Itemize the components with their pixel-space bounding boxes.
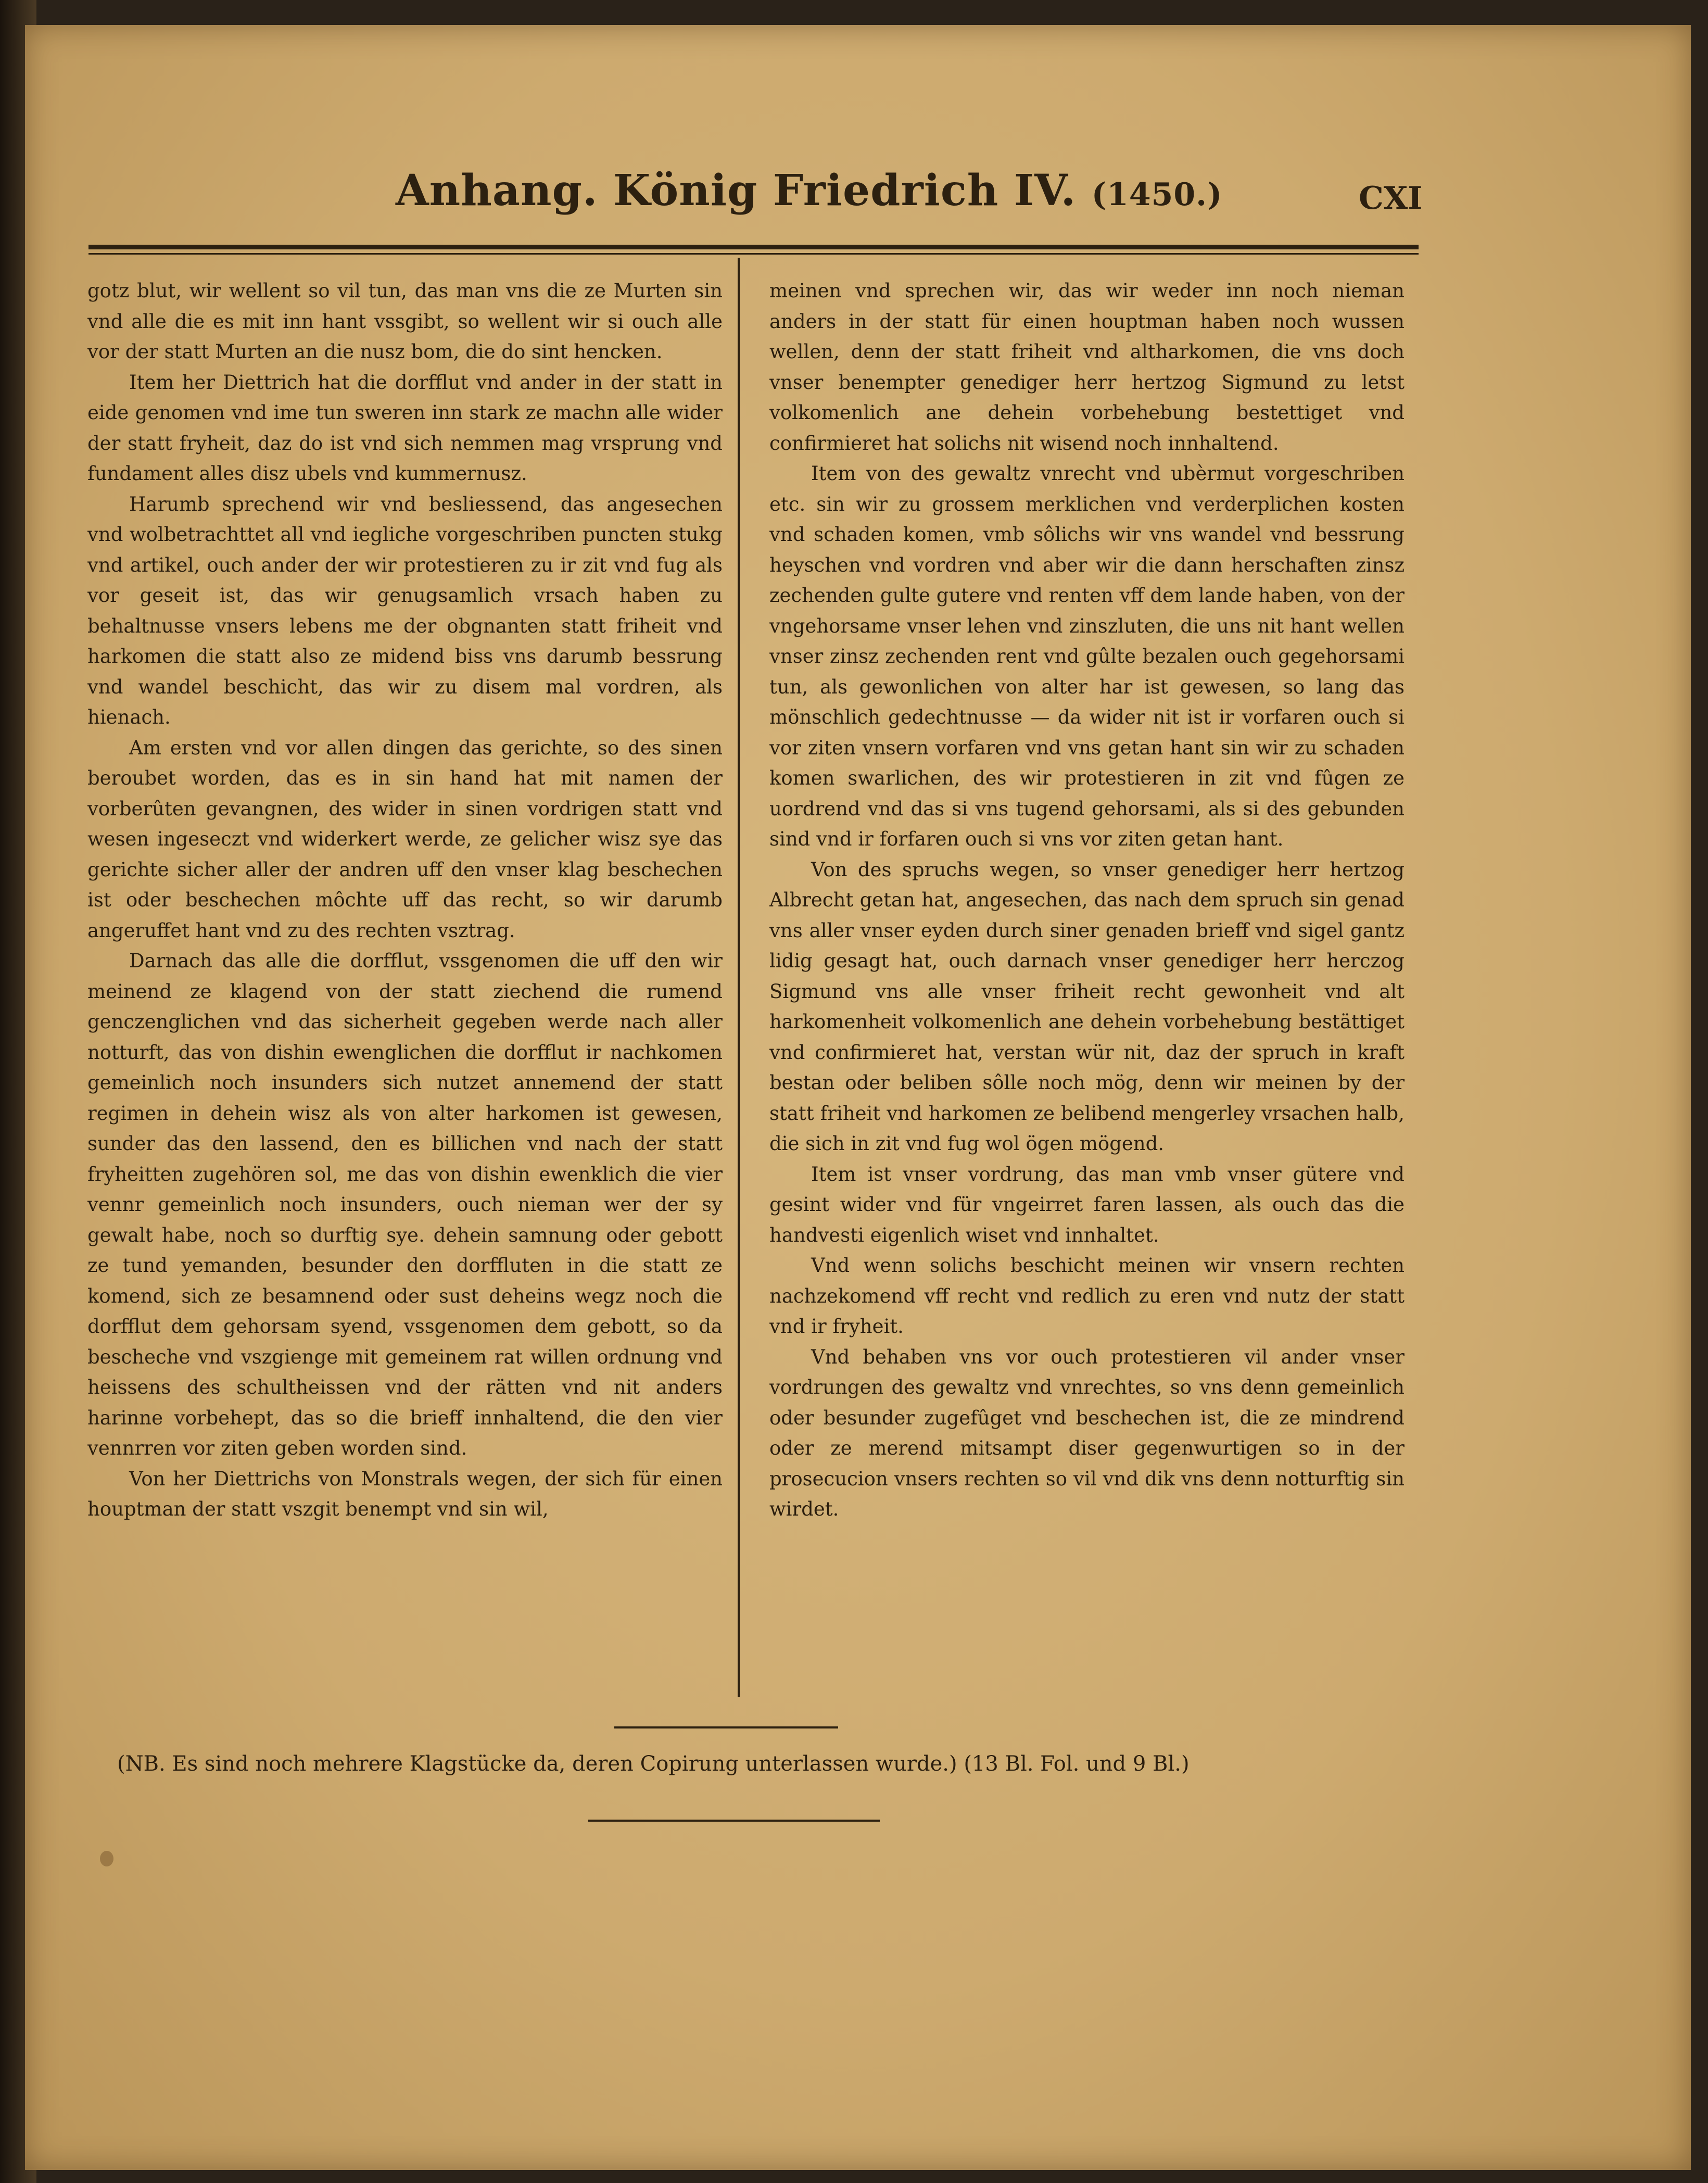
paragraph: Item ist vnser vordrung, das man vmb vnser gütere vnd gesint wider vnd für vngeirret faren lassen, als ouch das die handvesti eigenlich wiset vnd innhaltet. bbox=[769, 1163, 1405, 1246]
paragraph: gotz blut, wir wellent so vil tun, das man vns die ze Murten sin vnd alle die es mit inn hant vssgibt, so wellent wir si ouch alle vor der statt Murten an die nusz bom, die do sint hencken. bbox=[87, 280, 723, 363]
right-column bbox=[769, 276, 1405, 1525]
paragraph: Darnach das alle die dorfflut, vssgenomen die uff den wir meinend ze klagend von der statt ziechend die rumend genczenglichen vnd das sicherheit gegeben werde nach aller notturft, das von dishin ewenglichen die dorfflut ir nachkomen gemeinlich noch insunders sich nutzet annemend der statt regimen in dehein wisz als von alter harkomen ist gewesen, sunder das den lassend, den es billichen vnd nach der statt fryheitten zugehören sol, me das von dishin ewenklich die vier vennr gemeinlich noch insunders, ouch nieman wer der sy gewalt habe, noch so durftig sye. dehein samnung oder gebott ze tund yemanden, besunder den dorffluten in die statt ze komend, sich ze besamnend oder sust deheins wegz noch die dorfflut dem gehorsam syend, vssgenomen dem gebott, so da bescheche vnd vszgienge mit gemeinem rat willen ordnung vnd heissens des schultheissen vnd der rätten vnd nit anders harinne vorbehept, das so die brieff innhaltend, die den vier vennrren vor ziten geben worden sind. bbox=[87, 950, 723, 1459]
left-column bbox=[87, 276, 723, 1525]
paragraph: meinen vnd sprechen wir, das wir weder inn noch nieman anders in der statt für einen houptman haben noch wussen wellen, denn der statt friheit vnd altharkomen, die vns doch vnser benempter genediger herr hertzog Sigmund zu letst volkomenlich ane dehein vorbehebung bestettiget vnd confirmieret hat solichs nit wisend noch innhaltend. bbox=[769, 280, 1405, 455]
paragraph: Item von des gewaltz vnrecht vnd ubèrmut vorgeschriben etc. sin wir zu grossem merklichen vnd verderplichen kosten vnd schaden komen, vmb sôlichs wir vns wandel vnd bessrung heyschen vnd vordren vnd aber wir die dann herschaften zinsz zechenden gulte gutere vnd renten vff dem lande haben, von der vngehorsame vnser lehen vnd zinszluten, die uns nit hant wellen vnser zinsz zechenden rent vnd gûlte bezalen ouch gegehorsami tun, als gewonlichen von alter har ist gewesen, so lang das mönschlich gedechtnusse — da wider nit ist ir vorfaren ouch si vor ziten vnsern vorfaren vnd vns getan hant sin wir zu schaden komen swarlichen, des wir protestieren in zit vnd fûgen ze uordrend vnd das si vns tugend gehorsami, als si des gebunden sind vnd ir forfaren ouch si vns vor ziten getan hant. bbox=[769, 462, 1405, 850]
paragraph: Harumb sprechend wir vnd besliessend, das angesechen vnd wolbetrachttet all vnd iegliche vorgeschriben puncten stukg vnd artikel, ouch ander der wir protestieren zu ir zit vnd fug als vor geseit ist, das wir genugsamlich vrsach haben zu behaltnusse vnsers lebens me der obgnanten statt friheit vnd harkomen die statt also ze midend biss vns darumb bessrung vnd wandel beschicht, das wir zu disem mal vordren, als hienach. bbox=[87, 493, 723, 728]
header-rule-thin bbox=[88, 253, 1419, 255]
header-rule-thick bbox=[88, 245, 1419, 249]
paper-stain bbox=[100, 1851, 113, 1866]
paragraph: Item her Diettrich hat die dorfflut vnd ander in der statt in eide genomen vnd ime tun sweren inn stark ze machn alle wider der statt fryheit, daz do ist vnd sich nemmen mag vrsprung vnd fundament alles disz ubels vnd kummernusz. bbox=[87, 371, 723, 485]
title-year: (1450.) bbox=[1091, 176, 1223, 213]
paragraph: Vnd behaben vns vor ouch protestieren vil ander vnser vordrungen des gewaltz vnd vnrechtes, so vns denn gemeinlich oder besunder zugefûget vnd beschechen ist, die ze mindrend oder ze merend mitsampt diser gegenwurtigen so in der prosecucion vnsers rechten so vil vnd dik vns denn notturftig sin wirdet. bbox=[769, 1345, 1405, 1520]
page-number: CXI bbox=[1359, 180, 1423, 217]
paragraph: Vnd wenn solichs beschicht meinen wir vnsern rechten nachzekomend vff recht vnd redlich zu eren vnd nutz der statt vnd ir fryheit. bbox=[769, 1254, 1405, 1337]
paragraph: Von her Diettrichs von Monstrals wegen, der sich für einen houptman der statt vszgit benempt vnd sin wil, bbox=[87, 1467, 723, 1520]
title-text: Anhang. König Friedrich IV. bbox=[396, 166, 1077, 216]
footnote: (NB. Es sind noch mehrere Klagstücke da, deren Copirung unterlassen wurde.) (13 Bl. Fol. und 9 Bl.) bbox=[117, 1752, 1190, 1776]
column-divider bbox=[738, 258, 740, 1697]
footnote-rule-bottom bbox=[588, 1820, 880, 1822]
paragraph: Von des spruchs wegen, so vnser genediger herr hertzog Albrecht getan hat, angesechen, das nach dem spruch sin genad vns aller vnser eyden durch siner genaden brieff vnd sigel gantz lidig gesagt hat, ouch darnach vnser genediger herr herczog Sigmund vns alle vnser friheit recht gewonheit vnd alt harkomenheit volkomenlich ane dehein vorbehebung bestättiget vnd confirmieret hat, verstan wür nit, daz der spruch in kraft bestan oder beliben sôlle noch mög, denn wir meinen by der statt friheit vnd harkomen ze belibend mengerley vrsachen halb, die sich in zit vnd fug wol ögen mögend. bbox=[769, 858, 1405, 1155]
page-title bbox=[396, 166, 1222, 216]
paragraph: Am ersten vnd vor allen dingen das gerichte, so des sinen beroubet worden, das es in sin hand hat mit namen der vorberûten gevangnen, des wider in sinen vordrigen statt vnd wesen ingeseczt vnd widerkert werde, ze gelicher wisz sye das gerichte sicher aller der andren uff den vnser klag beschechen ist oder beschechen môchte uff das recht, so wir darumb angeruffet hant vnd zu des rechten vsztrag. bbox=[87, 736, 723, 942]
footnote-rule-top bbox=[614, 1726, 838, 1728]
